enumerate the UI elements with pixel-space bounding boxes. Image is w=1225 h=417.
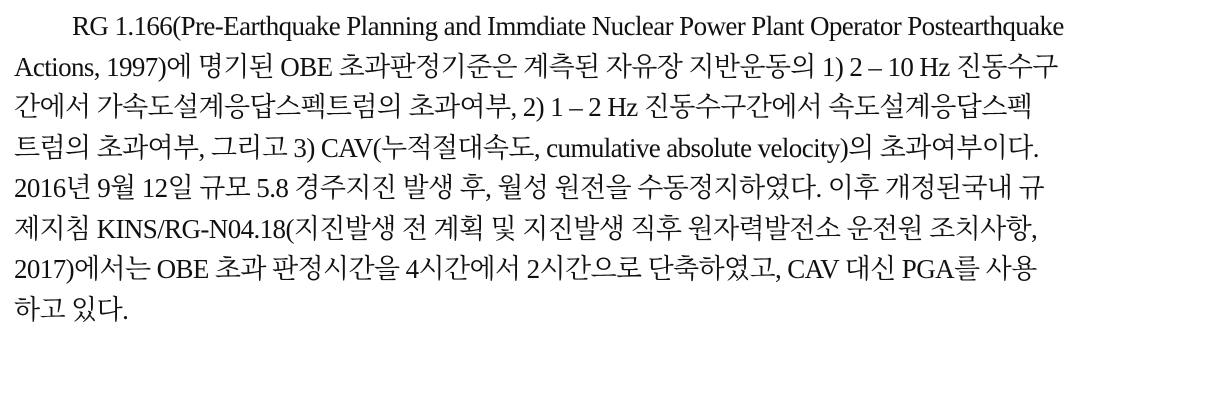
text-line-6: 제지침 KINS/RG-N04.18(지진발생 전 계획 및 지진발생 직후 원자력발전소 운전원 조치사항, bbox=[14, 213, 1038, 244]
paragraph bbox=[14, 6, 1214, 330]
text-line-1: RG 1.166(Pre-Earthquake Planning and Immdiate Nuclear Power Plant Operator Postearthquake bbox=[72, 11, 1064, 41]
document-body bbox=[14, 6, 1214, 330]
text-line-4: 트럼의 초과여부, 그리고 3) CAV(누적절대속도, cumulative absolute velocity)의 초과여부이다. bbox=[14, 132, 1039, 163]
text-line-8: 하고 있다. bbox=[14, 294, 129, 325]
text-line-5: 2016년 9월 12일 규모 5.8 경주지진 발생 후, 월성 원전을 수동정지하였다. 이후 개정된국내 규 bbox=[14, 173, 1044, 203]
text-line-7: 2017)에서는 OBE 초과 판정시간을 4시간에서 2시간으로 단축하였고, CAV 대신 PGA를 사용 bbox=[14, 254, 1037, 284]
text-line-3: 간에서 가속도설계응답스펙트럼의 초과여부, 2) 1 – 2 Hz 진동수구간에서 속도설계응답스펙 bbox=[14, 92, 1033, 122]
text-line-2: Actions, 1997)에 명기된 OBE 초과판정기준은 계측된 자유장 지반운동의 1) 2 – 10 Hz 진동수구 bbox=[14, 51, 1058, 82]
